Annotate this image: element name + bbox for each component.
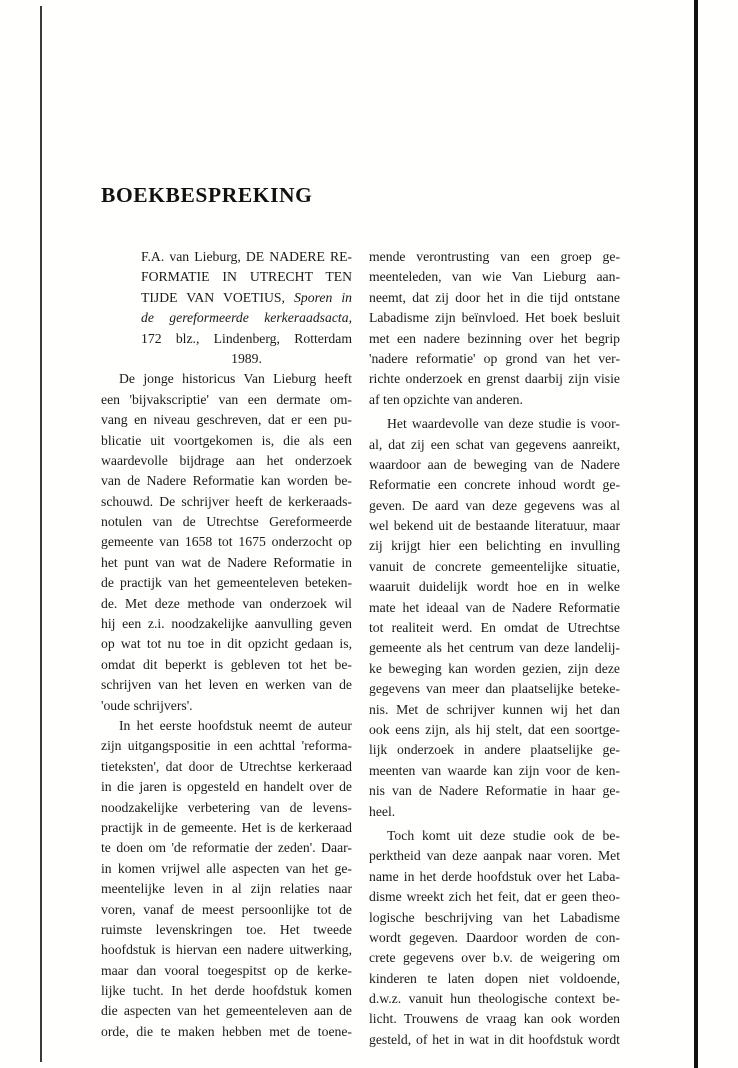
text-line: nis van de Nadere Reformatie in haar ge-	[369, 783, 620, 799]
text-line: 'oude schrijvers'.	[101, 697, 193, 713]
book-reference	[101, 247, 352, 369]
text-line: op wat tot nu toe in dit opzicht gedaan is,	[101, 636, 352, 652]
reference-line-text: de gereformeerde kerkeraadsacta,	[141, 310, 352, 326]
text-line: ruimste levenskringen toe. Het tweede	[101, 921, 352, 937]
text-line: hij een z.i. noodzakelijke aanvulling geven	[101, 616, 352, 632]
reference-line: 172 blz., Lindenberg, Rotterdam	[141, 330, 352, 346]
text-line: meenten van waarde kan zijn voor de ken-	[369, 762, 620, 778]
text-line: te doen om 'de reformatie der zeden'. Daar-	[101, 840, 352, 856]
right-column	[369, 247, 620, 1050]
text-line: een 'bijvakscriptie' van een dermate om-	[101, 391, 352, 407]
text-line: neemt, dat zij door het in die tijd ontstane	[369, 289, 620, 305]
right-edge-rule	[694, 0, 698, 1068]
text-line: zijn uitgangspositie in een achttal 'reforma-	[101, 738, 352, 754]
text-line: ke beweging kan worden gezien, zijn deze	[369, 660, 620, 676]
text-line: vang en niveau geschreven, dat er een pu-	[101, 412, 352, 428]
section-heading: BOEKBESPREKING	[101, 183, 313, 207]
text-line: tot realiteit werd. En omdat de Utrechtse	[369, 620, 620, 636]
reference-line: F.A. van Lieburg, DE NADERE RE-	[141, 249, 352, 264]
text-line: die aspecten van het gemeenteleven aan de	[101, 1003, 352, 1019]
text-line: mende verontrusting van een groep ge-	[369, 249, 620, 264]
text-line: af ten opzichte van anderen.	[369, 391, 523, 407]
left-margin-rule	[40, 6, 42, 1062]
text-line: kinderen te laten dopen niet voldoende,	[369, 970, 620, 986]
text-line: omdat dit beperkt is gebleven tot het be-	[101, 656, 352, 672]
text-line: schrijven van het leven en werken van de	[101, 677, 352, 693]
text-line: disme wreekt zich het feit, dat er geen theo-	[369, 889, 620, 905]
text-line: de practijk van het gemeenteleven beteken-	[101, 575, 352, 591]
reference-line	[101, 288, 352, 308]
text-line: waardoor aan de beweging van de Nadere	[369, 456, 620, 472]
text-line: lijk onderzoek in andere plaatselijke ge-	[369, 742, 620, 758]
text-line: in komen vrijwel alle aspecten van het ge-	[101, 860, 352, 876]
text-line: orde, die te maken hebben met de toene-	[101, 1023, 352, 1039]
text-line: in die jaren is opgesteld en handelt over de	[101, 779, 352, 795]
text-line: van de Nadere Reformatie kan worden be-	[101, 473, 352, 489]
text-line: lijke tucht. In het derde hoofdstuk komen	[101, 983, 352, 999]
reference-line-text: TIJDE VAN VOETIUS, Sporen in	[141, 289, 353, 305]
text-line: mate het ideaal van de Nadere Reformatie	[369, 599, 620, 615]
text-line: gegevens van meer dan plaatselijke beteke-	[369, 681, 620, 697]
text-line: voren, vanaf de meest persoonlijke tot de	[101, 901, 352, 917]
text-line: 'nadere reformatie' op grond van het ver-	[369, 350, 620, 366]
text-line: richte onderzoek en grenst daarbij zijn visie	[369, 371, 620, 387]
review-text-left	[101, 369, 352, 1042]
text-line: Toch komt uit deze studie ook de be-	[387, 827, 620, 843]
text-line: het punt van wat de Nadere Reformatie in	[101, 554, 352, 570]
text-line: In het eerste hoofdstuk neemt de auteur	[119, 717, 352, 733]
text-line: d.w.z. vanuit hun theologische context be-	[369, 991, 620, 1007]
text-line: meentelijke leven in al zijn relaties naar	[101, 881, 352, 897]
text-line: Labadisme zijn beïnvloed. Het boek besluit	[369, 310, 620, 326]
text-line: ook eens zijn, als hij stelt, dat een soortge-	[369, 721, 620, 737]
text-line: blicatie uit voortgekomen is, die als een	[101, 432, 352, 448]
text-line: wordt gegeven. Daardoor worden de con-	[369, 929, 620, 945]
left-column	[101, 247, 352, 1042]
text-line: De jonge historicus Van Lieburg heeft	[119, 371, 352, 387]
text-line: name in het derde hoofdstuk over het Laba-	[369, 868, 620, 884]
text-line: wel bekend uit de bestaande literatuur, maar	[369, 518, 620, 534]
text-line: gemeente als het centrum van deze landelij-	[369, 640, 620, 656]
text-line: hoofdstuk is hiervan een nadere uitwerking,	[101, 942, 352, 958]
text-line: geven. De aard van deze gegevens was al	[369, 497, 620, 513]
text-line: vanuit de concrete gemeentelijke situatie,	[369, 558, 620, 574]
reference-line: 1989.	[231, 350, 262, 366]
text-line: maar dan vooral toegespitst op de kerke-	[101, 962, 352, 978]
text-line: perktheid van deze aanpak naar voren. Met	[369, 848, 620, 864]
text-line: de. Met deze methode van onderzoek wil	[101, 595, 352, 611]
text-line: Het waardevolle van deze studie is voor-	[387, 416, 620, 432]
text-line: practijk in de gemeente. Het is de kerkeraad	[101, 819, 352, 835]
text-line: waardevolle bijdrage aan het onderzoek	[101, 452, 352, 468]
text-line: heel.	[369, 803, 396, 819]
text-line: nis. Met de schrijver kunnen wij het dan	[369, 701, 620, 717]
text-line: notulen van de Utrechtse Gereformeerde	[101, 514, 352, 530]
text-line: logische beschrijving van het Labadisme	[369, 909, 620, 925]
text-line: zij krijgt hier een belichting en invulling	[369, 538, 620, 554]
text-line: gesteld, of het in wat in dit hoofdstuk wordt	[369, 1031, 620, 1047]
text-line: waaruit duidelijk wordt hoe en in welke	[369, 579, 620, 595]
text-line: gemeente van 1658 tot 1675 onderzocht op	[101, 534, 352, 550]
text-line: licht. Trouwens de vraag kan ook worden	[369, 1011, 620, 1027]
text-line: Reformatie een concrete inhoud wordt ge-	[369, 477, 620, 493]
text-line: al, dat zij een schat van gegevens aanreikt,	[369, 436, 620, 452]
text-line: meenteleden, van wie Van Lieburg aan-	[369, 269, 620, 285]
text-line: met een nadere bezinning over het begrip	[369, 330, 620, 346]
reference-line	[101, 308, 352, 328]
text-line: tieteksten', dat door de Utrechtse kerkeraad	[101, 758, 352, 774]
text-line: schouwd. De schrijver heeft de kerkeraads-	[101, 493, 352, 509]
text-line: crete gegevens over b.v. de weigering om	[369, 950, 620, 966]
reference-line: FORMATIE IN UTRECHT TEN	[141, 269, 352, 285]
text-line: noodzakelijke verbetering van de levens-	[101, 799, 352, 815]
